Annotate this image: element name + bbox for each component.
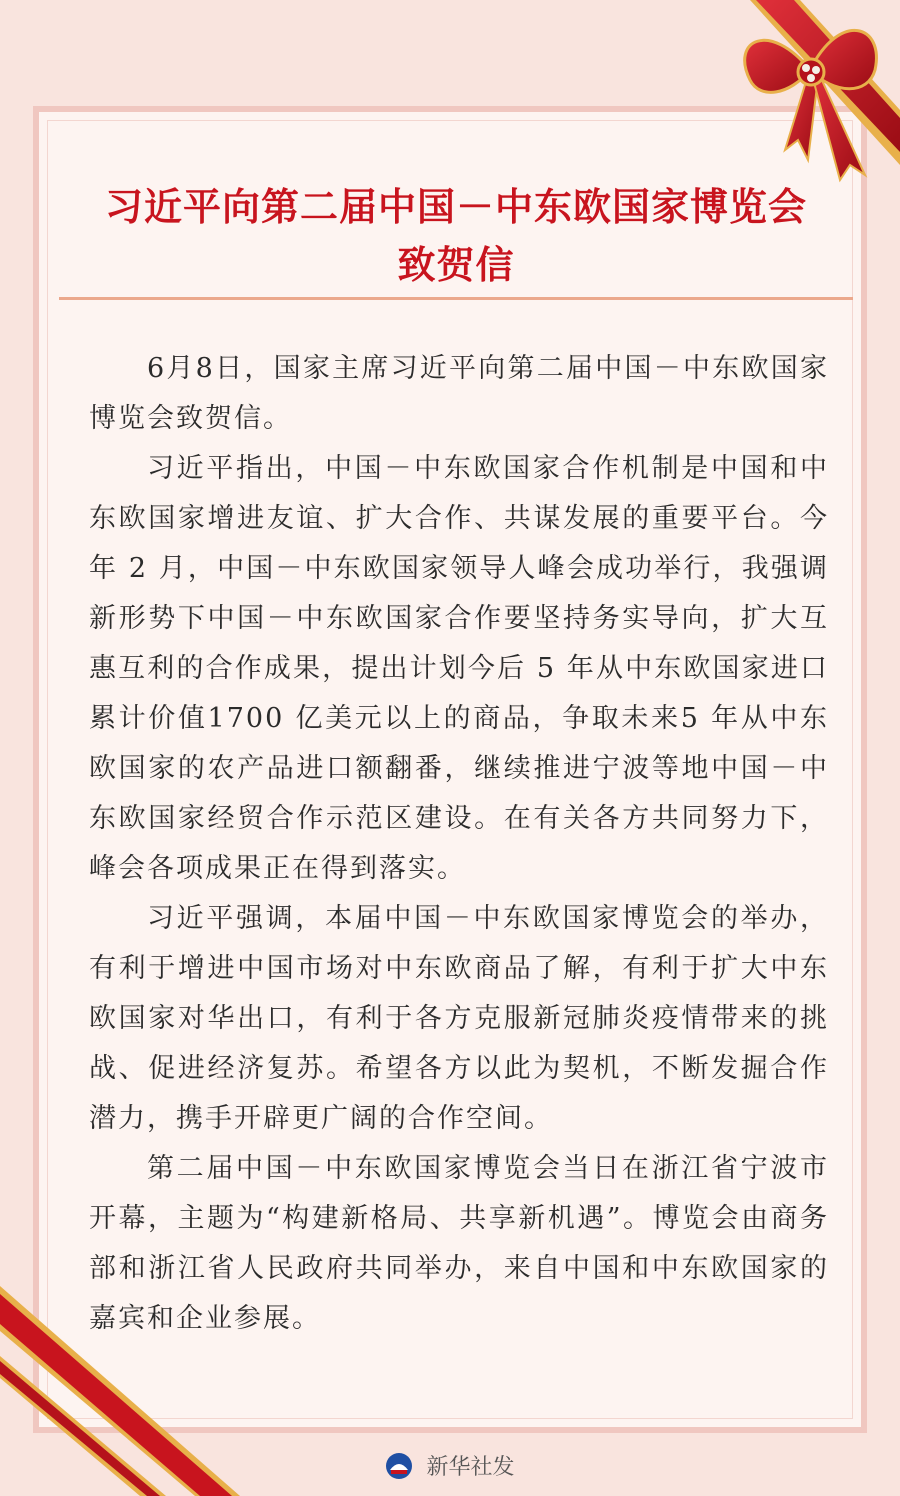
paragraph-2: 习近平指出，中国－中东欧国家合作机制是中国和中东欧国家增进友谊、扩大合作、共谋发展的重要平台。今年 2 月，中国－中东欧国家领导人峰会成功举行，我强调新形势下中国－中东欧国家合作要坚持务实导向，扩大互惠互利的合作成果，提出计划今后 5 年从中东欧国家进口累计价值1700 亿美元以上的商品，争取未来5 年从中东欧国家的农产品进口额翻番，继续推进宁波等地中国－中东欧国家经贸合作示范区建设。在有关各方共同努力下，峰会各项成果正在得到落实。 [89,453,829,884]
paragraph-3: 习近平强调，本届中国－中东欧国家博览会的举办，有利于增进中国市场对中东欧商品了解，有利于扩大中东欧国家对华出口，有利于各方克服新冠肺炎疫情带来的挑战、促进经济复苏。希望各方以此为契机，不断发掘合作潜力，携手开辟更广阔的合作空间。 [89,903,829,1134]
page-title-line2: 致贺信 [397,242,515,287]
article-body [89,344,829,1344]
source-credit [0,1450,900,1481]
bow-ribbon-icon [690,0,900,185]
page-title: 习近平向第二届中国－中东欧国家博览会 [104,184,807,229]
paragraph-1: 6月8日，国家主席习近平向第二届中国－中东欧国家博览会致贺信。 [89,353,829,434]
letter-card [33,106,867,1433]
xinhua-logo-icon [385,1452,413,1480]
paragraph-4: 第二届中国－中东欧国家博览会当日在浙江省宁波市开幕，主题为“构建新格局、共享新机遇”。博览会由商务部和浙江省人民政府共同举办，来自中国和中东欧国家的嘉宾和企业参展。 [89,1153,829,1334]
title-divider [59,297,853,300]
source-label: 新华社发 [426,1455,515,1480]
